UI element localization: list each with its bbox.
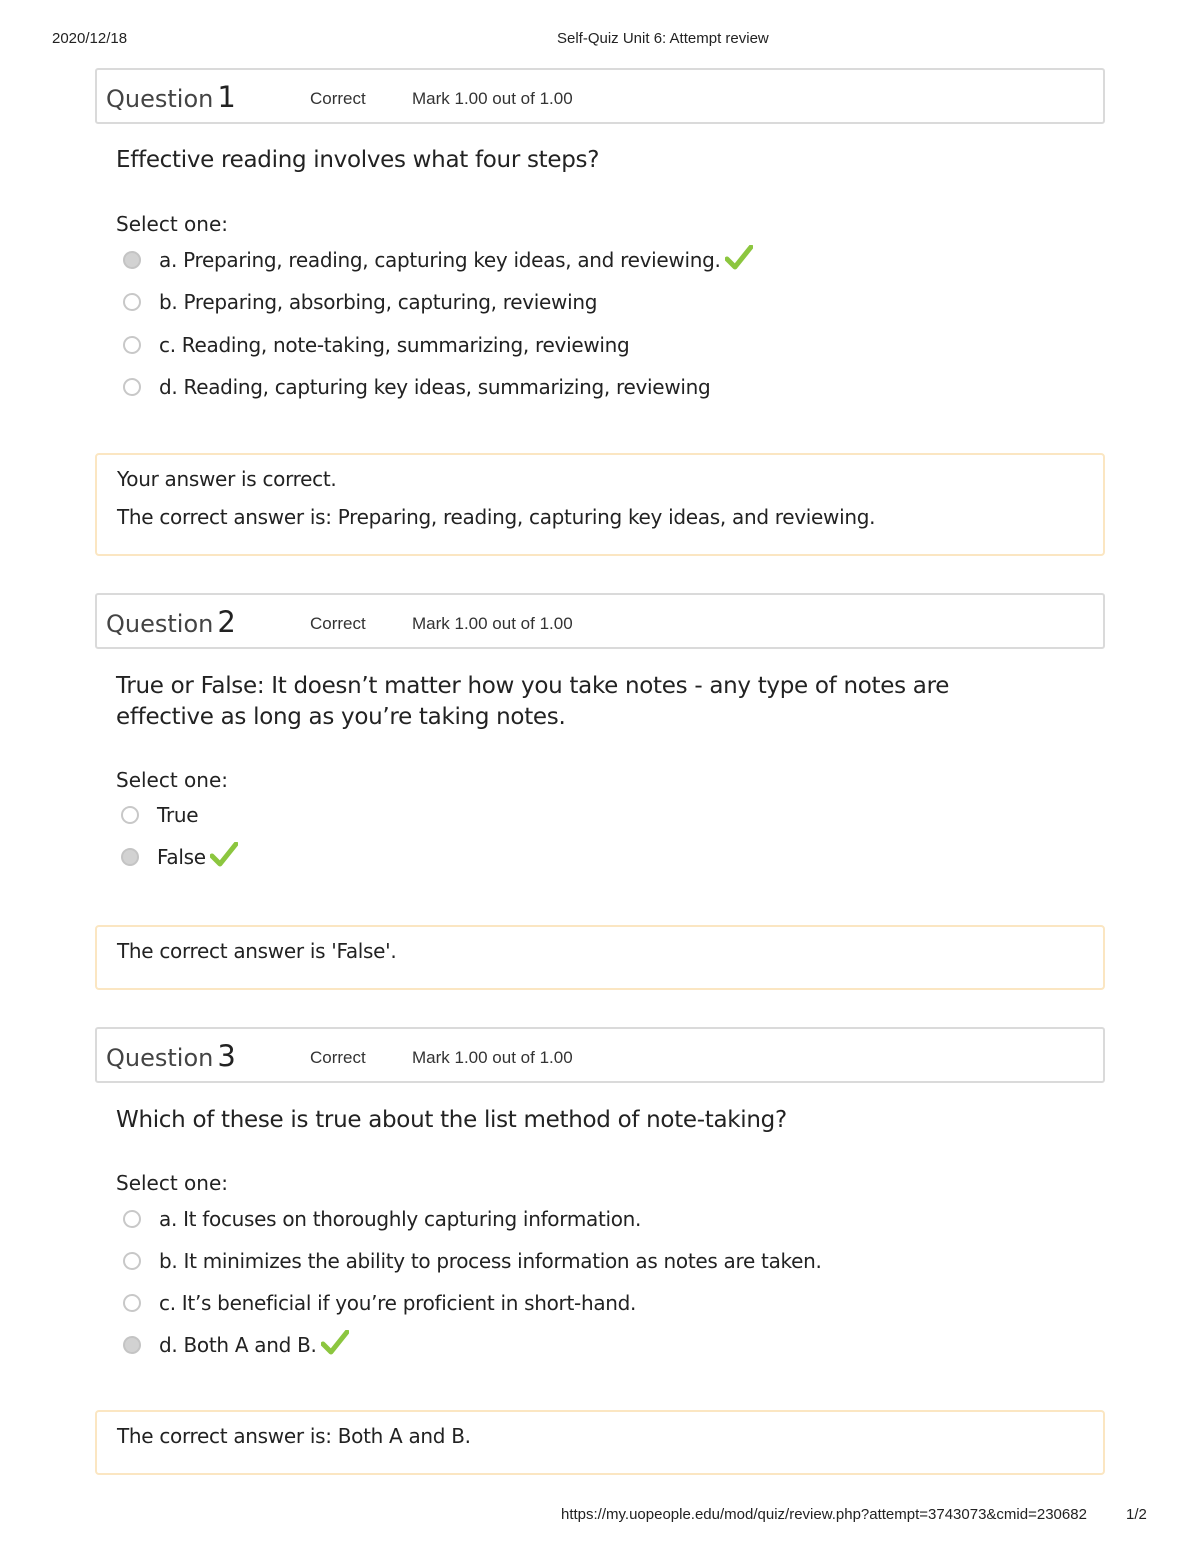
question-1-option-c[interactable]	[123, 330, 629, 360]
feedback-right-answer: The correct answer is: Preparing, reading, capturing key ideas, and reviewing.	[117, 505, 876, 529]
question-3-option-b[interactable]	[123, 1246, 822, 1276]
question-3-option-a[interactable]	[123, 1204, 641, 1234]
question-grade: Mark 1.00 out of 1.00	[412, 89, 573, 108]
question-3-option-c[interactable]	[123, 1288, 636, 1318]
question-1-feedback	[95, 453, 1105, 556]
question-1-prompt: Select one:	[116, 212, 229, 236]
question-1-text: Effective reading involves what four steps?	[116, 147, 600, 173]
question-3-option-d[interactable]	[123, 1330, 349, 1360]
feedback-general: Your answer is correct.	[117, 467, 337, 491]
option-label: a. It focuses on thoroughly capturing information.	[159, 1207, 642, 1231]
option-label: d. Reading, capturing key ideas, summarizing, reviewing	[159, 375, 711, 399]
option-label: c. It’s beneficial if you’re proficient in short-hand.	[159, 1291, 637, 1315]
option-label: True	[157, 803, 199, 827]
question-1-option-b[interactable]	[123, 287, 597, 317]
checkmark-icon	[210, 842, 238, 873]
radio-icon[interactable]	[123, 1294, 141, 1312]
radio-icon[interactable]	[123, 293, 141, 311]
feedback-right-answer: The correct answer is 'False'.	[117, 939, 397, 963]
radio-icon[interactable]	[123, 1252, 141, 1270]
question-1-option-a[interactable]	[123, 245, 753, 275]
question-3-text: Which of these is true about the list method of note-taking?	[116, 1107, 787, 1133]
radio-icon[interactable]	[123, 378, 141, 396]
option-label: c. Reading, note-taking, summarizing, reviewing	[159, 333, 630, 357]
checkmark-icon	[321, 1330, 349, 1361]
question-3-feedback	[95, 1410, 1105, 1475]
option-label: d. Both A and B.	[159, 1333, 317, 1357]
question-state: Correct	[310, 1048, 366, 1067]
radio-icon[interactable]	[121, 806, 139, 824]
feedback-right-answer: The correct answer is: Both A and B.	[117, 1424, 471, 1448]
question-3-prompt: Select one:	[116, 1171, 229, 1195]
question-number: 3	[217, 1039, 236, 1073]
question-3-info	[95, 1027, 1105, 1083]
radio-icon[interactable]	[123, 251, 141, 269]
question-2-option-true[interactable]	[121, 800, 198, 830]
option-label: False	[157, 845, 206, 869]
print-header	[0, 30, 1200, 50]
question-2-prompt: Select one:	[116, 768, 229, 792]
question-2-text: True or False: It doesn’t matter how you take notes - any type of notes are effective as long as you’re taking notes.	[116, 673, 950, 730]
print-url: https://my.uopeople.edu/mod/quiz/review.php?attempt=3743073&cmid=230682	[561, 1506, 1087, 1523]
question-label: Question 3	[106, 1039, 236, 1073]
question-state: Correct	[310, 89, 366, 108]
radio-icon[interactable]	[121, 848, 139, 866]
option-label: b. It minimizes the ability to process information as notes are taken.	[159, 1249, 822, 1273]
question-state: Correct	[310, 614, 366, 633]
question-label: Question 1	[106, 80, 236, 114]
radio-icon[interactable]	[123, 1336, 141, 1354]
question-label: Question 2	[106, 605, 236, 639]
radio-icon[interactable]	[123, 1210, 141, 1228]
question-2-option-false[interactable]	[121, 842, 238, 872]
page-number: 1/2	[1126, 1506, 1147, 1523]
option-label: b. Preparing, absorbing, capturing, reviewing	[159, 290, 598, 314]
question-grade: Mark 1.00 out of 1.00	[412, 614, 573, 633]
question-2-info	[95, 593, 1105, 649]
print-date: 2020/12/18	[52, 30, 128, 47]
question-2-feedback	[95, 925, 1105, 990]
checkmark-icon	[725, 245, 753, 276]
option-label: a. Preparing, reading, capturing key ideas, and reviewing.	[159, 248, 721, 272]
question-number: 2	[217, 605, 236, 639]
question-number: 1	[217, 80, 236, 114]
print-title: Self-Quiz Unit 6: Attempt review	[557, 30, 769, 47]
question-1-info	[95, 68, 1105, 124]
question-1-option-d[interactable]	[123, 372, 710, 402]
radio-icon[interactable]	[123, 336, 141, 354]
question-grade: Mark 1.00 out of 1.00	[412, 1048, 573, 1067]
